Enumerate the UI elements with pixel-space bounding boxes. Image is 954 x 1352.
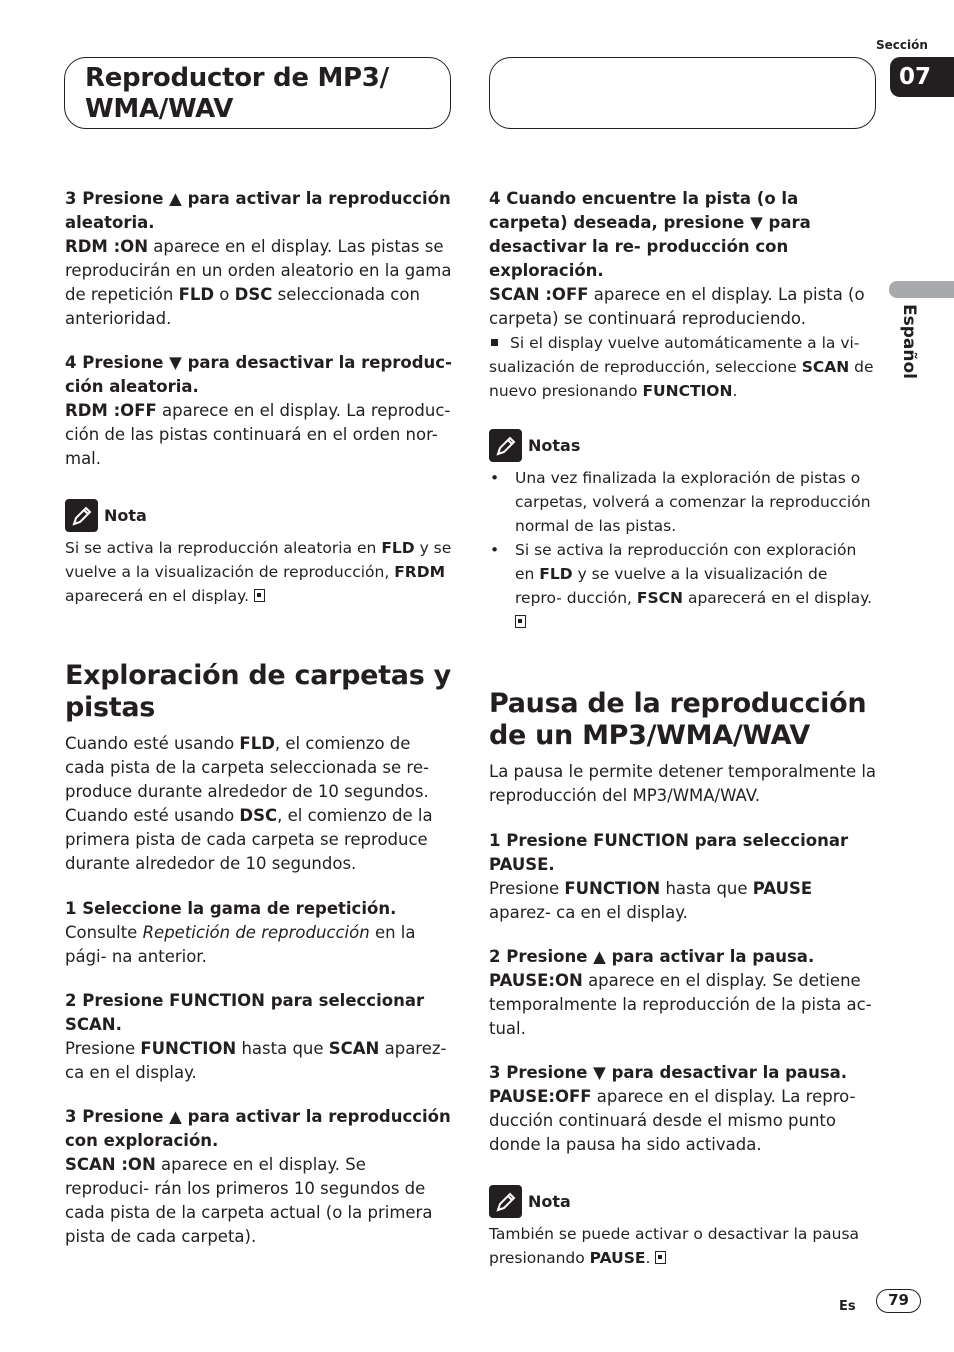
step-body: SCAN :OFF aparece en el display. La pista (o carpeta) se continuará reproduciendo.: [489, 285, 865, 328]
section-label: Sección: [876, 38, 928, 52]
note-body: También se puede activar o desactivar la pausa presionando PAUSE.: [489, 1225, 860, 1267]
pencil-note-icon: [489, 429, 522, 462]
header-empty-box: [489, 57, 876, 129]
step-body: PAUSE:OFF aparece en el display. La repro- ducción continuará desde el mismo punto donde la pausa ha sido activada.: [489, 1087, 856, 1154]
footer-language-code: Es: [839, 1299, 856, 1314]
list-item: • Una vez finalizada la exploración de pistas o carpetas, volverá a comenzar la reproducción normal de las pistas.: [489, 466, 879, 538]
language-tab-bar: [889, 281, 954, 298]
section-heading: Exploración de carpetas y pistas: [65, 660, 451, 723]
step-title: 3 Presione ▲ para activar la reproducción con exploración.: [65, 1107, 451, 1150]
step-body: Consulte Repetición de reproducción en la pági- na anterior.: [65, 923, 416, 966]
end-of-section-icon: [515, 615, 526, 628]
pencil-note-icon: [65, 499, 98, 532]
note-heading: [65, 499, 455, 532]
step-body: RDM :ON aparece en el display. Las pistas se reproducirán en un orden aleatorio en la gama de repetición FLD o DSC seleccionada con anterioridad.: [65, 237, 452, 328]
step-title: 3 Presione ▼ para desactivar la pausa.: [489, 1063, 848, 1082]
step-body: Presione FUNCTION hasta que SCAN aparez- ca en el display.: [65, 1039, 447, 1082]
note-body: Si se activa la reproducción aleatoria en FLD y se vuelve a la visualización de reproducción, FRDM aparecerá en el display.: [65, 539, 452, 605]
notes-label: Notas: [528, 436, 581, 455]
step-body: Presione FUNCTION hasta que PAUSE aparez- ca en el display.: [489, 879, 813, 922]
section-intro: La pausa le permite detener temporalmente la reproducción del MP3/WMA/WAV.: [489, 762, 877, 805]
step-title: 2 Presione ▲ para activar la pausa.: [489, 947, 815, 966]
end-of-section-icon: [655, 1251, 666, 1264]
section-number-tab: 07: [890, 57, 954, 97]
notes-list: [489, 466, 879, 634]
step-title: 4 Presione ▼ para desactivar la reproduc- ción aleatoria.: [65, 353, 452, 396]
right-column: [489, 187, 879, 1270]
step-body: SCAN :ON aparece en el display. Se reproduci- rán los primeros 10 segundos de cada pista de la carpeta actual (o la primera pista de cada carpeta).: [65, 1155, 433, 1246]
step-subnote: Si el display vuelve automáticamente a la vi- sualización de reproducción, seleccione SCAN de nuevo presionando FUNCTION.: [489, 334, 874, 400]
step-body: PAUSE:ON aparece en el display. Se detiene temporalmente la reproducción de la pista ac- tual.: [489, 971, 872, 1038]
section-heading: Pausa de la reproducción de un MP3/WMA/WAV: [489, 688, 867, 751]
notes-heading: [489, 429, 879, 462]
page-number: 79: [876, 1289, 921, 1313]
list-item: • Si se activa la reproducción con exploración en FLD y se vuelve a la visualización de repro- ducción, FSCN aparecerá en el display.: [489, 538, 879, 634]
section-intro: Cuando esté usando FLD, el comienzo de cada pista de la carpeta seleccionada se re- produce durante alrededor de 10 segundos. Cuando esté usando DSC, el comienzo de la primera pista de cada carpeta se reproduce durante alrededor de 10 segundos.: [65, 734, 433, 873]
square-bullet-icon: [491, 339, 498, 346]
chapter-title: [85, 63, 450, 125]
header-title-box: [64, 57, 451, 129]
language-tab-label: Español: [899, 304, 919, 379]
step-title: 2 Presione FUNCTION para seleccionar SCAN.: [65, 991, 425, 1034]
step-title: 1 Seleccione la gama de repetición.: [65, 899, 397, 918]
chapter-title-line2: WMA/WAV: [85, 94, 234, 124]
left-column: [65, 187, 455, 1249]
step-title: 4 Cuando encuentre la pista (o la carpeta) deseada, presione ▼ para desactivar la re- producción con exploración.: [489, 189, 811, 280]
note-label: Nota: [104, 506, 147, 525]
end-of-section-icon: [254, 589, 265, 602]
note-label: Nota: [528, 1192, 571, 1211]
note-heading: [489, 1185, 879, 1218]
step-title: 3 Presione ▲ para activar la reproducción aleatoria.: [65, 189, 451, 232]
step-body: RDM :OFF aparece en el display. La reproduc- ción de las pistas continuará en el orden nor- mal.: [65, 401, 451, 468]
pencil-note-icon: [489, 1185, 522, 1218]
chapter-title-line1: Reproductor de MP3/: [85, 63, 389, 93]
step-title: 1 Presione FUNCTION para seleccionar PAUSE.: [489, 831, 849, 874]
